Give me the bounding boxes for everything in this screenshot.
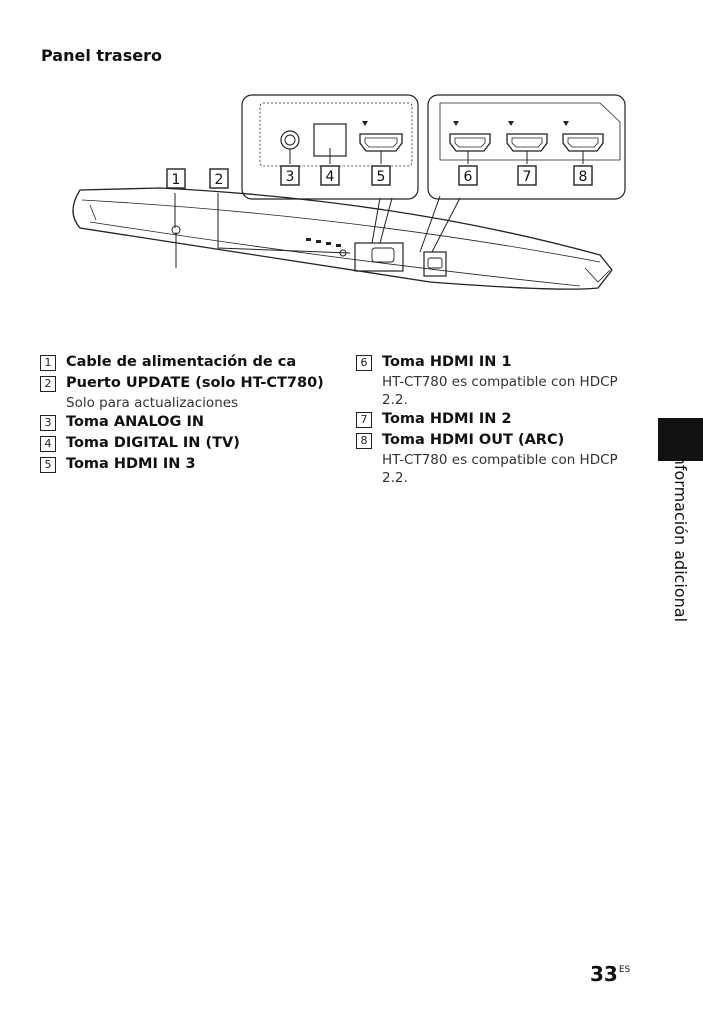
connector-list-left — [40, 352, 360, 475]
svg-text:1: 1 — [171, 172, 181, 188]
item-number-badge: 3 — [40, 415, 56, 431]
item-label: Toma HDMI IN 3 — [66, 456, 196, 472]
rear-panel-diagram — [0, 0, 703, 330]
svg-text:2: 2 — [214, 172, 224, 188]
list-item — [40, 433, 360, 454]
item-label: Toma HDMI OUT (ARC) — [382, 432, 565, 448]
callout-6 — [459, 166, 477, 185]
item-label: Toma DIGITAL IN (TV) — [66, 435, 240, 451]
item-label: Puerto UPDATE (solo HT-CT780) — [66, 375, 324, 391]
item-description: HT-CT780 es compatible con HDCP 2.2. — [382, 452, 618, 486]
list-item — [40, 454, 360, 475]
item-number-badge: 5 — [40, 457, 56, 473]
hdmi-in1-jack — [450, 134, 490, 151]
item-number-badge: 7 — [356, 412, 372, 428]
hdmi-in2-jack — [507, 134, 547, 151]
page-number — [590, 962, 630, 986]
item-description: Solo para actualizaciones — [66, 395, 239, 411]
callout-3 — [281, 166, 299, 185]
item-label: Toma ANALOG IN — [66, 414, 204, 430]
svg-text:7: 7 — [522, 169, 532, 185]
list-item — [356, 352, 626, 409]
callout-7 — [518, 166, 536, 185]
list-item — [40, 412, 360, 433]
list-item — [40, 352, 360, 373]
hdmi-in3-jack — [360, 134, 402, 151]
body-connector-box-left — [355, 243, 403, 271]
soundbar-outline — [73, 188, 612, 289]
item-number-badge: 8 — [356, 433, 372, 449]
callout-1 — [167, 169, 185, 188]
page-number-suffix: ES — [618, 965, 631, 975]
analog-in-jack — [281, 131, 299, 149]
page-number-value: 33 — [590, 962, 618, 986]
hdmi-out-jack — [563, 134, 603, 151]
body-connector-box-right — [424, 252, 446, 276]
list-item — [356, 409, 626, 430]
item-label: Cable de alimentación de ca — [66, 354, 297, 370]
svg-text:3: 3 — [285, 169, 295, 185]
item-number-badge: 6 — [356, 355, 372, 371]
list-item — [356, 430, 626, 487]
svg-text:5: 5 — [376, 169, 386, 185]
section-tab-label: Información adicional — [671, 450, 690, 623]
item-number-badge: 2 — [40, 376, 56, 392]
update-port-dots — [306, 238, 341, 247]
callout-8 — [574, 166, 592, 185]
svg-text:6: 6 — [463, 169, 473, 185]
callout-2 — [210, 169, 228, 188]
list-item — [40, 373, 360, 412]
item-description: HT-CT780 es compatible con HDCP 2.2. — [382, 374, 618, 408]
item-number-badge: 4 — [40, 436, 56, 452]
item-label: Toma HDMI IN 2 — [382, 411, 512, 427]
callout-4 — [321, 166, 339, 185]
page-title: Panel trasero — [41, 46, 162, 65]
connector-list-right — [356, 352, 626, 487]
item-number-badge: 1 — [40, 355, 56, 371]
svg-text:4: 4 — [325, 169, 335, 185]
svg-text:8: 8 — [578, 169, 588, 185]
callout-5 — [372, 166, 390, 185]
item-label: Toma HDMI IN 1 — [382, 354, 512, 370]
